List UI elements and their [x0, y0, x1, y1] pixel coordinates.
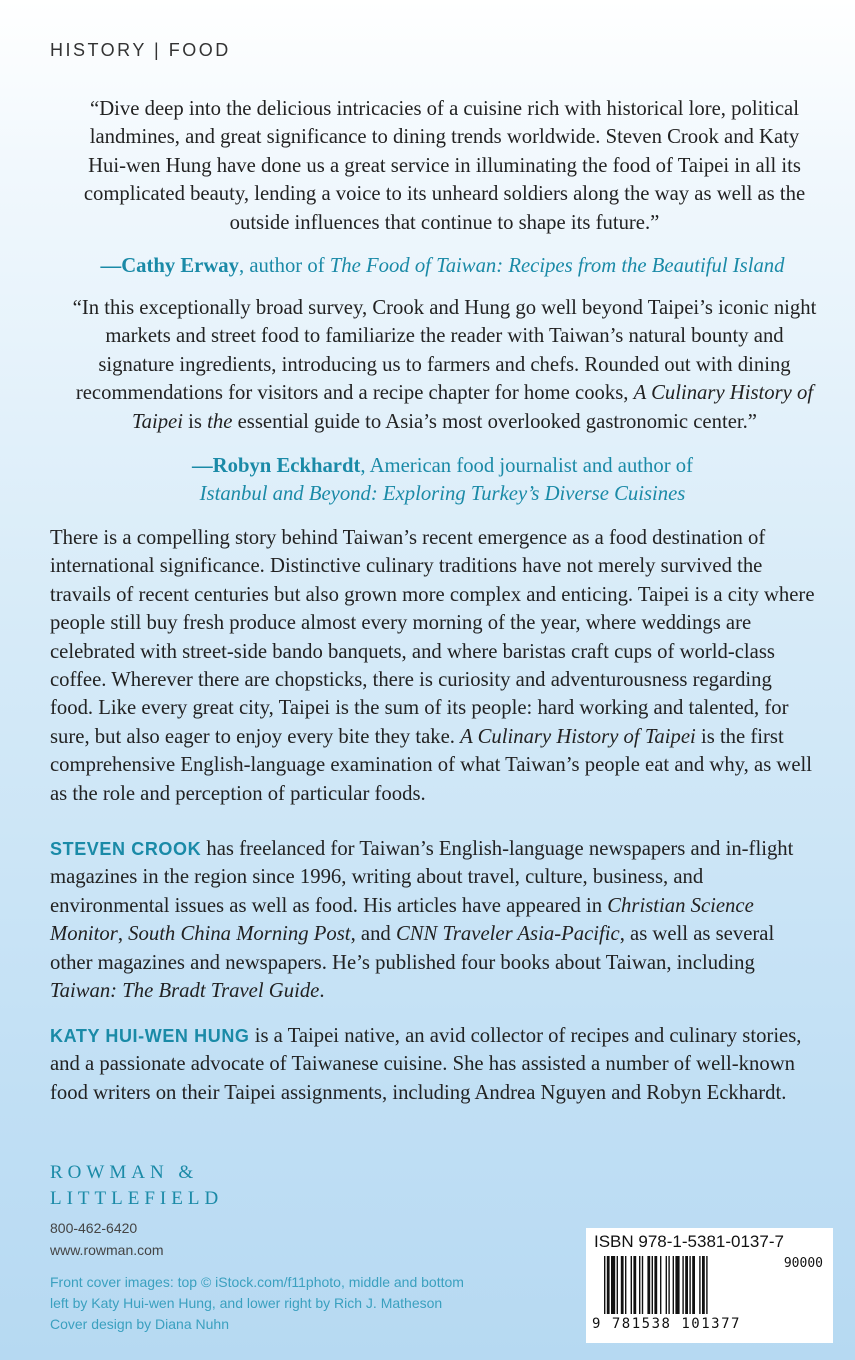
- isbn-label: ISBN 978-1-5381-0137-7: [594, 1232, 784, 1251]
- credits-line: Cover design by Diana Nuhn: [50, 1316, 229, 1332]
- barcode-bar: [660, 1256, 661, 1314]
- attribution-role: , author of: [239, 255, 330, 277]
- quote-text: essential guide to Asia’s most overlooked gastronomic center.”: [232, 410, 757, 433]
- publisher-website[interactable]: www.rowman.com: [50, 1242, 164, 1258]
- cover-credits: [50, 1272, 464, 1335]
- barcode-bar: [702, 1256, 705, 1314]
- publisher-contact: [50, 1217, 164, 1261]
- author-bio-hung: [50, 1022, 815, 1107]
- barcode-bar: [652, 1256, 653, 1314]
- barcode-icon: [600, 1252, 765, 1318]
- description-text: is the first comprehensive English-language examination of what Taiwan’s people eat and why, as well as the role and perception of particular foods.: [50, 725, 813, 805]
- barcode-bar: [699, 1256, 700, 1314]
- quote-text: “In this exceptionally broad survey, Crook and Hung go well beyond Taipei’s iconic night markets and street food to familiarize the reader with Taiwan’s natural bounty and signature ingredients, introducing us to farmers and chefs. Rounded out with dining recommendations for visitors and a recipe chapter for home cooks,: [72, 297, 817, 405]
- attribution-erway: [60, 252, 825, 280]
- publication: Taiwan: The Bradt Travel Guide: [50, 980, 320, 1003]
- attribution-name: —Robyn Eckhardt: [191, 455, 361, 477]
- barcode-bar: [633, 1256, 636, 1314]
- author-name: KATY HUI-WEN HUNG: [50, 1026, 250, 1046]
- barcode-bar: [654, 1256, 657, 1314]
- bio-text: , and: [350, 923, 396, 946]
- attribution-eckhardt: [60, 452, 825, 509]
- barcode-bar: [675, 1256, 679, 1314]
- publication: Christian Science Monitor: [50, 894, 754, 946]
- barcode-bar: [642, 1256, 643, 1314]
- credits-line: Front cover images: top © iStock.com/f11photo, middle and bottom: [50, 1274, 464, 1290]
- barcode-bar: [617, 1256, 618, 1314]
- quote-eckhardt: [72, 294, 817, 436]
- attribution-name: —Cathy Erway: [100, 255, 239, 277]
- publisher-phone: 800-462-6420: [50, 1220, 138, 1236]
- bio-text: .: [319, 980, 325, 1003]
- publication: CNN Traveler Asia-Pacific: [395, 923, 620, 946]
- book-description: [50, 524, 815, 808]
- barcode-bar: [604, 1256, 605, 1314]
- ean-digits: 9 781538 101377: [592, 1316, 741, 1332]
- barcode-bar: [689, 1256, 690, 1314]
- bio-text: has freelanced for Taiwan’s English-language newspapers and in-flight magazines in the region since 1996, writing about travel, culture, business, and environmental issues as well as food. His articles have appeared in: [50, 838, 794, 917]
- credits-line: left by Katy Hui-wen Hung, and lower right by Rich J. Matheson: [50, 1295, 443, 1311]
- barcode-bar: [666, 1256, 667, 1314]
- barcode-bar: [639, 1256, 640, 1314]
- book-title: A Culinary History of Taipei: [132, 382, 814, 433]
- barcode-bar: [621, 1256, 624, 1314]
- publisher-logo: [50, 1160, 223, 1212]
- barcode-bar: [673, 1256, 674, 1314]
- publisher-line1: ROWMAN &: [50, 1162, 199, 1183]
- bio-text: , as well as several other magazines and newspapers. He’s published four books about Taiwan, including: [50, 923, 775, 974]
- barcode-bar: [668, 1256, 669, 1314]
- barcode-bar: [692, 1256, 695, 1314]
- publication: South China Morning Post: [128, 923, 351, 946]
- price-code: 90000: [783, 1256, 823, 1271]
- emphasis: the: [207, 410, 233, 433]
- author-name: STEVEN CROOK: [50, 839, 202, 859]
- quote-erway: “Dive deep into the delicious intricacies of a cuisine rich with historical lore, political landmines, and great significance to dining trends worldwide. Steven Crook and Katy Hui-wen Hung have done us a great service in illuminating the food of Taipei in all its complicated beauty, lending a voice to its unheard soldiers along the way as well as the outside influences that continue to shape its future.”: [83, 98, 806, 234]
- barcode-bar: [607, 1256, 610, 1314]
- bio-text: ,: [117, 923, 129, 946]
- book-title: A Culinary History of Taipei: [460, 725, 696, 748]
- bio-text: is a Taipei native, an avid collector of recipes and culinary stories, and a passionate advocate of Taiwanese cuisine. She has assisted a number of well-known food writers on their Taipei assignments, including Andrea Nguyen and Robyn Eckhardt.: [50, 1025, 802, 1104]
- barcode-bar: [706, 1256, 707, 1314]
- barcode-bar: [685, 1256, 688, 1314]
- barcode-bar: [625, 1256, 626, 1314]
- publisher-line2: LITTLEFIELD: [50, 1188, 224, 1209]
- author-bio-crook: [50, 835, 815, 1005]
- attribution-role: , American food journalist and author of: [360, 455, 694, 477]
- barcode-bar: [682, 1256, 683, 1314]
- attribution-book: The Food of Taiwan: Recipes from the Beautiful Island: [329, 255, 785, 277]
- barcode-bar: [631, 1256, 632, 1314]
- attribution-book: Istanbul and Beyond: Exploring Turkey’s Diverse Cuisines: [199, 483, 686, 506]
- description-text: There is a compelling story behind Taiwan’s recent emergence as a food destination of international significance. Distinctive culinary traditions have not merely survived the travails of recent centuries but also grown more complex and enticing. Taipei is a city where people still buy fresh produce almost every morning of the year, where weddings are celebrated with street-side bando banquets, and where baristas craft cups of world-class coffee. Wherever there are chopsticks, there is curiosity and adventurousness regarding food. Like every great city, Taipei is the sum of its people: hard working and talented, for sure, but also eager to enjoy every bite they take.: [50, 527, 815, 748]
- barcode-box: [586, 1228, 833, 1343]
- barcode-bar: [611, 1256, 615, 1314]
- category-label: HISTORY | FOOD: [50, 40, 231, 60]
- barcode-bar: [647, 1256, 650, 1314]
- quote-text: is: [183, 410, 208, 433]
